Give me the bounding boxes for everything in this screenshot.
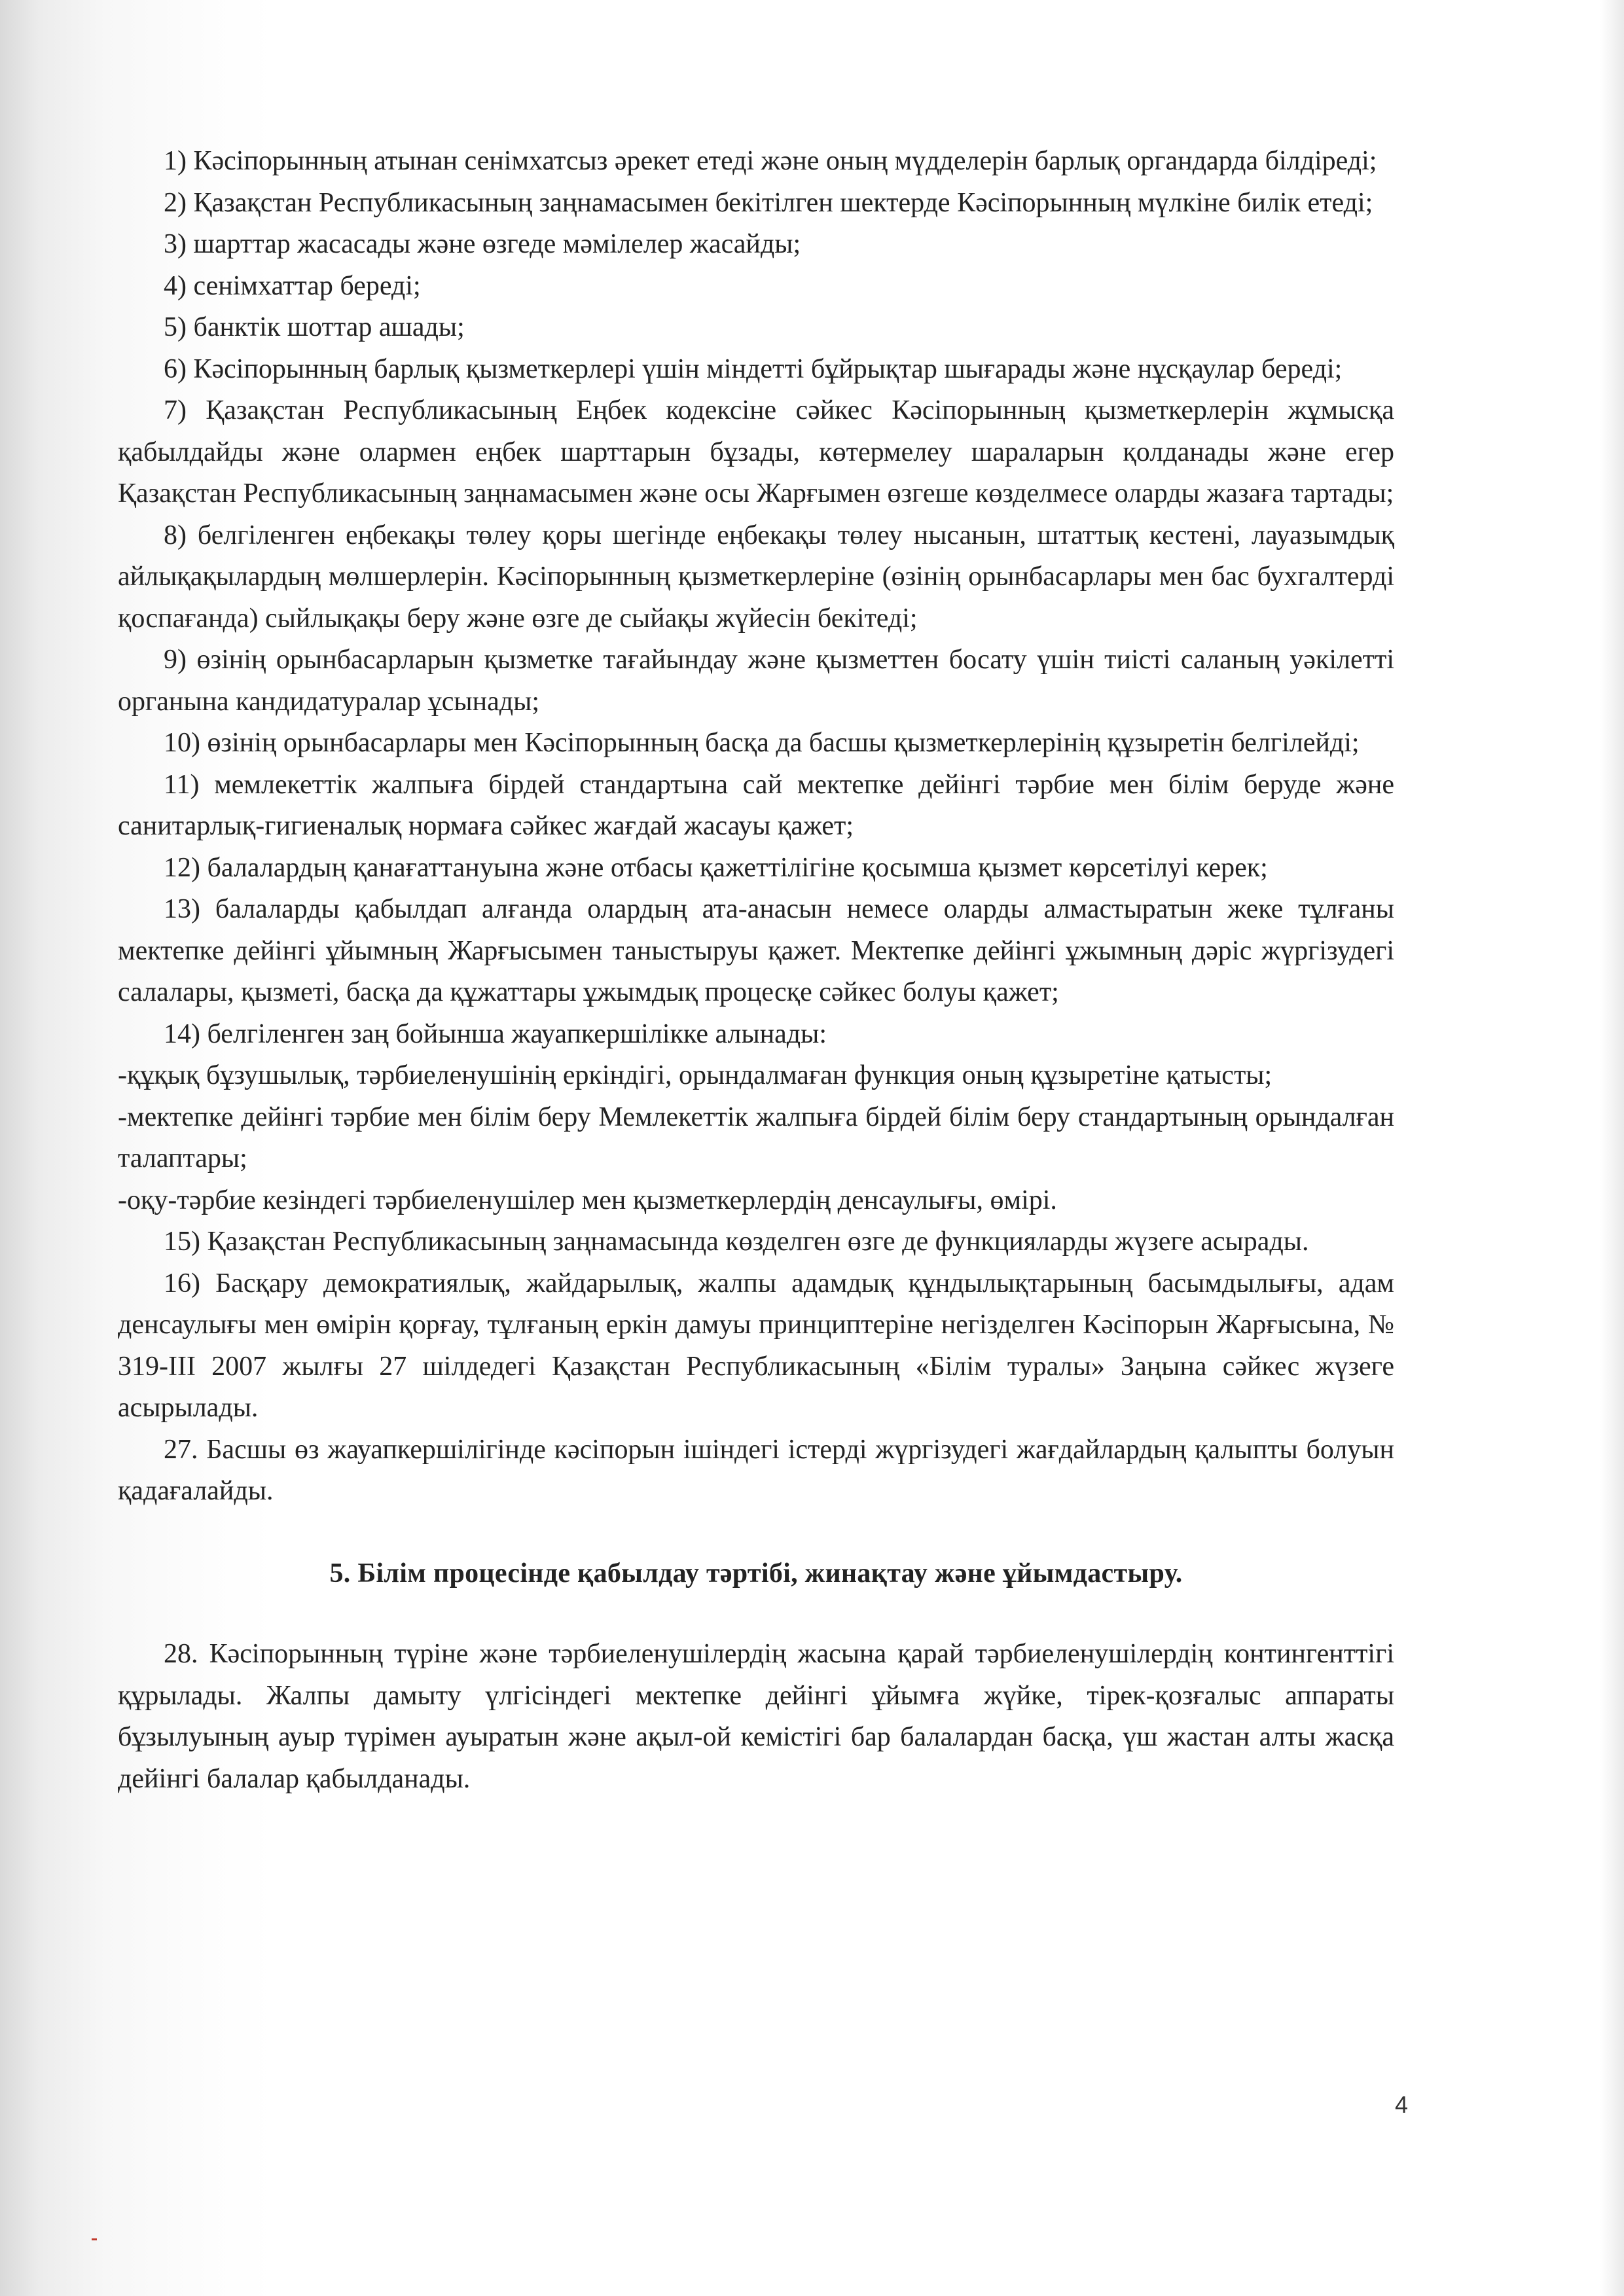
sub-item-standards: -мектепке дейінгі тәрбие мен білім беру Мемлекеттік жалпыға бірдей білім беру стандартының орындалған талаптары; bbox=[118, 1102, 1394, 1174]
sub-item-offenses: -құқық бұзушылық, тәрбиеленушінің еркіндігі, орындалмаған функция оның құзыретіне қатысты; bbox=[118, 1060, 1272, 1090]
paragraph-item-12: 12) балалардың қанағаттануына және отбасы қажеттілігіне қосымша қызмет көрсетілуі керек; bbox=[164, 852, 1268, 883]
paragraph-item-27: 27. Басшы өз жауапкершілігінде кәсіпорын ішіндегі істерді жүргізудегі жағдайлардың қалыпты болуын қадағалайды. bbox=[118, 1434, 1394, 1506]
paragraph-item-3: 3) шарттар жасасады және өзгеде мәмілелер жасайды; bbox=[164, 229, 801, 259]
document-body bbox=[118, 141, 1394, 1800]
sub-item-health: -оқу-тәрбие кезіндегі тәрбиеленушілер мен қызметкерлердің денсаулығы, өмірі. bbox=[118, 1185, 1057, 1215]
paragraph-item-28: 28. Кәсіпорынның түріне және тәрбиеленушілердің жасына қарай тәрбиеленушілердің контингенттігі құрылады. Жалпы дамыту үлгісіндегі мектепке дейінгі ұйымға жүйке, тірек-қозғалыс аппараты бұзылуының ауыр түрімен ауыратын және ақыл-ой кемістігі бар балалардан басқа, үш жастан алты жасқа дейінгі балалар қабылданады. bbox=[118, 1639, 1394, 1794]
paragraph-item-4: 4) сенімхаттар береді; bbox=[164, 270, 421, 301]
paragraph-item-5: 5) банктік шоттар ашады; bbox=[164, 312, 465, 342]
paragraph-item-16: 16) Басқару демократиялық, жайдарылық, жалпы адамдық құндылықтарының басымдылығы, адам денсаулығы мен өмірін қорғау, тұлғаның еркін дамуы принциптеріне негізделген Кәсіпорын Жарғысына, № 319-III 2007 жылғы 27 шілдедегі Қазақстан Республикасының «Білім туралы» Заңына сәйкес жүзеге асырылады. bbox=[118, 1268, 1394, 1423]
page-number: 4 bbox=[1394, 2091, 1408, 2118]
scan-mark bbox=[92, 2238, 97, 2240]
paragraph-item-9: 9) өзінің орынбасарларын қызметке тағайындау және қызметтен босату үшін тиісті саланың уәкілетті органына кандидатуралар ұсынады; bbox=[118, 645, 1394, 717]
paragraph-item-7: 7) Қазақстан Республикасының Еңбек кодексіне сәйкес Кәсіпорынның қызметкерлерін жұмысқа қабылдайды және олармен еңбек шарттарын бұзады, көтермелеу шараларын қолданады және егер Қазақстан Республикасының заңнамасымен және осы Жарғымен өзгеше көзделмесе оларды жазаға тартады; bbox=[118, 395, 1394, 509]
paragraph-item-2: 2) Қазақстан Республикасының заңнамасымен бекітілген шектерде Кәсіпорынның мүлкіне билік етеді; bbox=[164, 187, 1373, 218]
paragraph-item-11: 11) мемлекеттік жалпыға бірдей стандартына сай мектепке дейінгі тәрбие мен білім беруде және санитарлық-гигиеналық нормаға сәйкес жағдай жасауы қажет; bbox=[118, 769, 1394, 841]
paragraph-item-8: 8) белгіленген еңбекақы төлеу қоры шегінде еңбекақы төлеу нысанын, штаттық кестені, лауазымдық айлықақылардың мөлшерлерін. Кәсіпорынның қызметкерлеріне (өзінің орынбасарлары мен бас бухгалтерді қоспағанда) сыйлықақы беру және өзге де сыйақы жүйесін бекітеді; bbox=[118, 520, 1394, 634]
paragraph-item-10: 10) өзінің орынбасарлары мен Кәсіпорынның басқа да басшы қызметкерлерінің құзыретін белгілейді; bbox=[164, 728, 1360, 758]
paragraph-item-6: 6) Кәсіпорынның барлық қызметкерлері үшін міндетті бұйрықтар шығарады және нұсқаулар береді; bbox=[164, 353, 1343, 384]
paragraph-item-1: 1) Кәсіпорынның атынан сенімхатсыз әрекет етеді және оның мүдделерін барлық органдарда білдіреді; bbox=[164, 146, 1377, 176]
paragraph-item-15: 15) Қазақстан Республикасының заңнамасында көзделген өзге де функцияларды жүзеге асырады. bbox=[164, 1227, 1309, 1257]
section-heading: 5. Білім процесінде қабылдау тәртібі, жинақтау және ұйымдастыру. bbox=[329, 1558, 1183, 1588]
paragraph-item-14: 14) белгіленген заң бойынша жауапкершілікке алынады: bbox=[164, 1018, 827, 1049]
paragraph-item-13: 13) балаларды қабылдап алғанда олардың ата-анасын немесе оларды алмастыратын жеке тұлғаны мектепке дейінгі ұйымның Жарғысымен таныстыруы қажет. Мектепке дейінгі ұжымның дәріс жүргізудегі салалары, қызметі, басқа да құжаттары ұжымдық процесқе сәйкес болуы қажет; bbox=[118, 894, 1394, 1007]
